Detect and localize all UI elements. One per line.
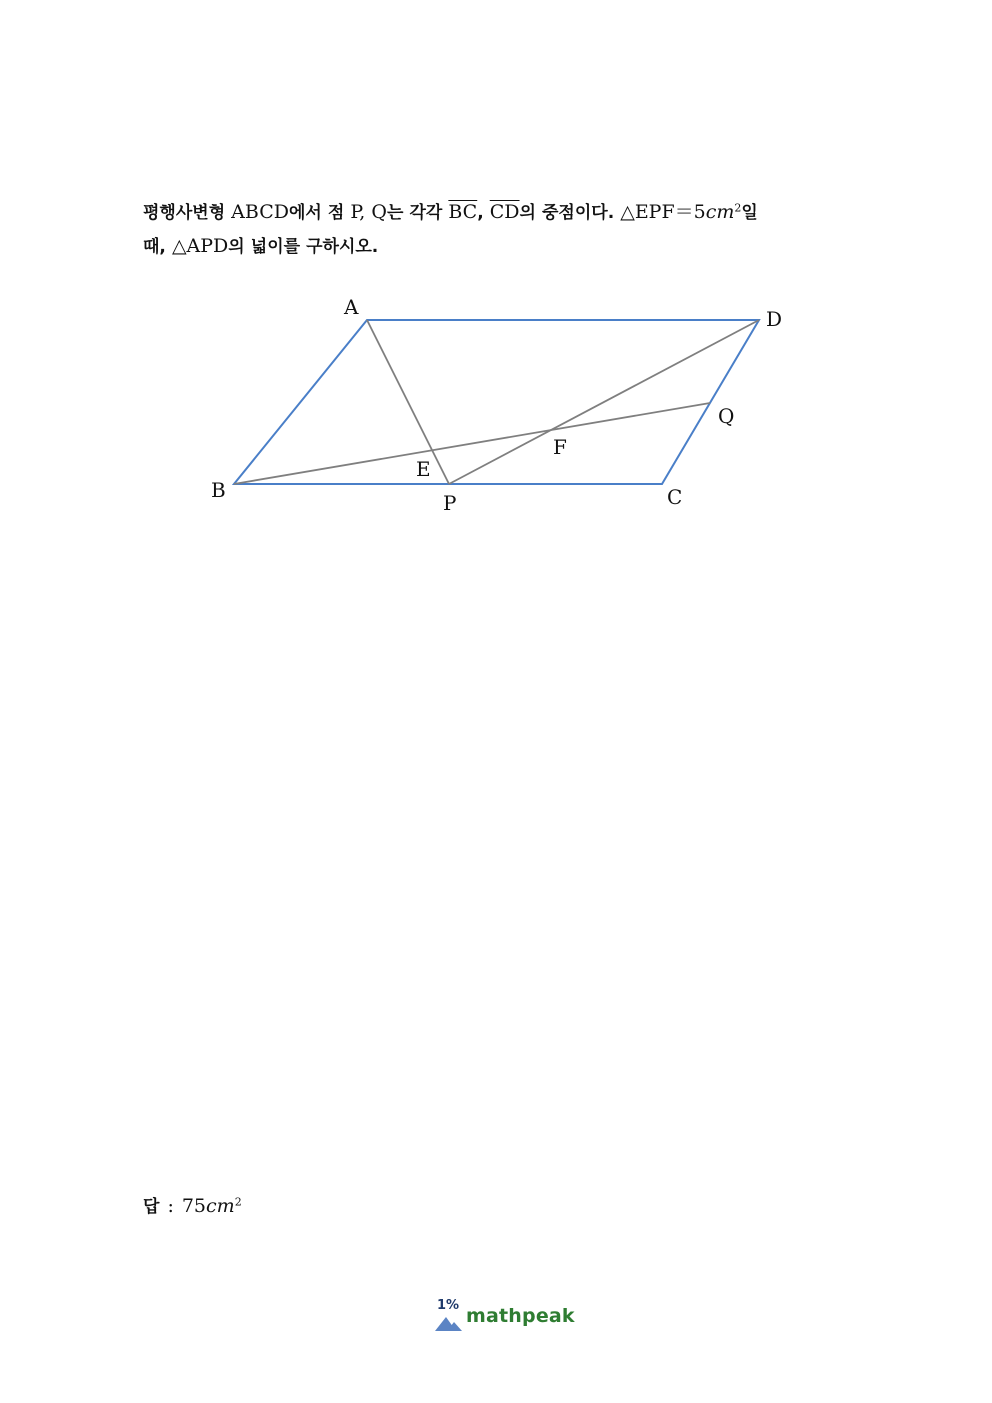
segment-bc: $\overline{BC}$ [448, 201, 478, 223]
text-neun: 는 [386, 203, 404, 223]
text-ui-2: 의 [228, 237, 245, 257]
label-c: C [667, 485, 683, 509]
unit-cm: cm [705, 201, 735, 223]
text-area: 넓이를 [250, 237, 301, 257]
triangle-apd: △APD [171, 235, 229, 257]
shape-name: ABCD [231, 201, 289, 223]
text-midpoint: 중점이다. [542, 203, 615, 223]
text-il: 일 [741, 203, 758, 223]
logo-name: mathpeak [466, 1305, 575, 1327]
answer-exponent: 2 [234, 1195, 242, 1209]
text-gakgak: 각각 [409, 203, 443, 223]
mountain-icon [434, 1314, 464, 1332]
label-e: E [416, 457, 431, 481]
answer-value: 75 [181, 1195, 207, 1217]
text-ttae: 때, [143, 237, 166, 257]
label-p: P [443, 491, 457, 515]
unit-exponent: 2 [734, 201, 742, 215]
triangle-epf: △EPF＝5 [620, 201, 706, 223]
answer-label: 답 [143, 1197, 160, 1217]
mathpeak-logo [434, 1298, 574, 1338]
answer [143, 1192, 242, 1217]
label-b: B [211, 478, 226, 502]
label-f: F [553, 435, 567, 459]
label-d: D [766, 307, 783, 331]
label-a: A [344, 295, 359, 319]
answer-colon: : [167, 1195, 174, 1217]
text-ui: 의 [519, 203, 536, 223]
comma: , [477, 203, 484, 223]
segment-cd: $\overline{CD}$ [489, 201, 520, 223]
answer-unit: cm [206, 1195, 235, 1217]
text-intro: 평행사변형 [143, 203, 226, 223]
text-eseo: 에서 [288, 203, 322, 223]
parallelogram-figure [0, 0, 992, 560]
label-q: Q [718, 404, 735, 428]
points-pq: P, Q [350, 201, 387, 223]
segment-pd [449, 320, 759, 484]
text-jeom: 점 [327, 203, 345, 223]
logo-percent: 1% [437, 1298, 460, 1313]
text-find: 구하시오. [306, 237, 379, 257]
